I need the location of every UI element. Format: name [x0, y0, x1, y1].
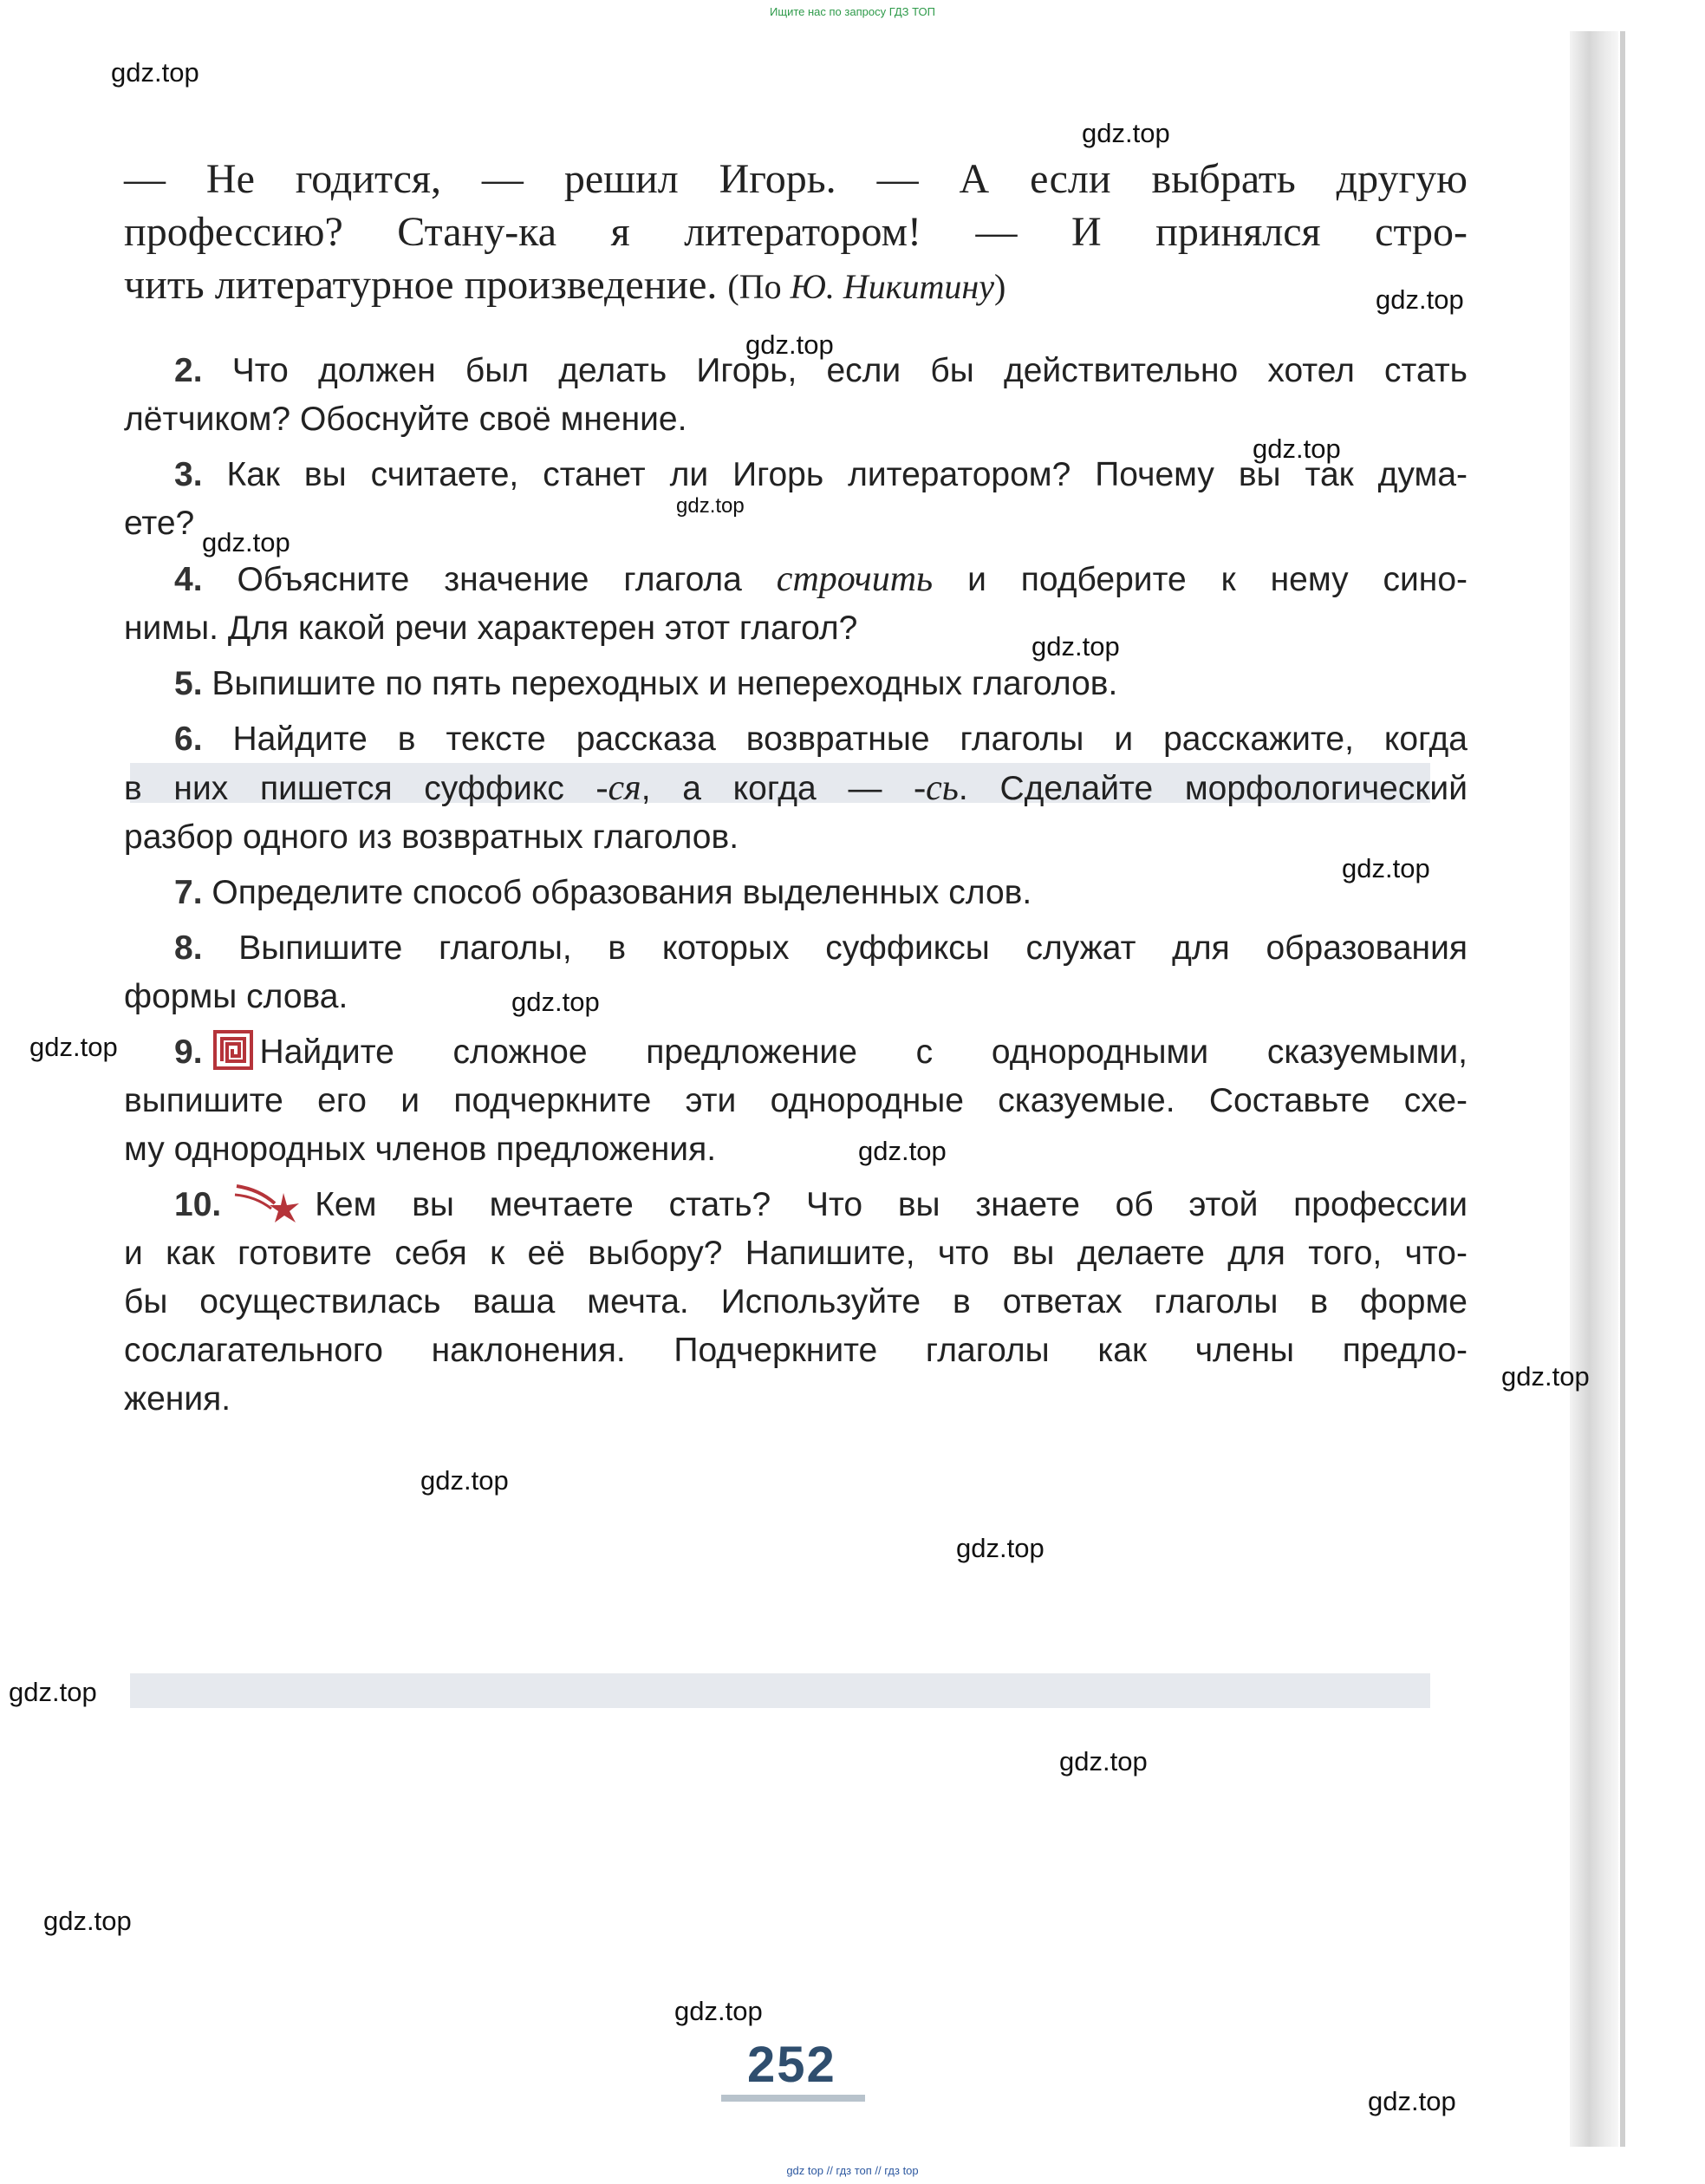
story-line: профессию? Стану-ка я литератором! — И принялся стро- [124, 209, 1467, 255]
task-number: 6. [174, 720, 203, 758]
watermark: gdz.top [858, 1136, 947, 1166]
story-excerpt [124, 153, 1467, 313]
watermark: gdz.top [1368, 2086, 1456, 2116]
task-number: 2. [174, 352, 203, 389]
task-2: 2. Что должен был делать Игорь, если бы действительно хотел стать лётчиком? Обоснуйте своё мнение. [124, 352, 1467, 438]
watermark: gdz.top [9, 1677, 97, 1707]
task-number: 8. [174, 929, 203, 967]
task-number: 10. [174, 1186, 222, 1223]
task-list [124, 347, 1467, 1431]
watermark: gdz.top [111, 57, 199, 88]
task-4: 4. Объясните значение глагола строчить и подберите к нему сино- нимы. Для какой речи характерен этот глагол? [124, 559, 1468, 647]
watermark: gdz.top [1031, 631, 1120, 662]
task-7: 7. Определите способ образования выделенных слов. [124, 869, 1467, 917]
task-9: 9. Найдите сложное предложение с однородными сказуемыми, выпишите его и подчеркните эти однородные сказуемые. Составьте схе- му однородных членов предложения. [124, 1028, 1467, 1174]
watermark: gdz.top [1342, 853, 1430, 883]
task-number: 7. [174, 874, 203, 911]
comet-star-icon [233, 1181, 303, 1224]
header-note: Ищите нас по запросу ГДЗ ТОП [770, 5, 935, 18]
story-line: — Не годится, — решил Игорь. — А если выбрать другую [124, 156, 1467, 202]
suffix: -ся [595, 768, 641, 808]
watermark: gdz.top [43, 1906, 132, 1936]
watermark: gdz.top [1253, 434, 1341, 464]
watermark: gdz.top [676, 494, 745, 518]
spiral-icon [213, 1030, 253, 1070]
page-number-underline [721, 2095, 865, 2102]
highlighted-word: строчить [776, 559, 934, 599]
footer-note: gdz top // гдз топ // гдз top [786, 2164, 919, 2177]
task-10: 10. Кем вы мечтаете стать? Что вы знаете об этой профессии и как готовите себя к её выбору? Напишите, что вы делаете для того, что- бы осуществилась ваша мечта. Используйте в ответах глаголы в форме сослагательного наклонения. Подчеркните глаголы как члены предло- жения. [124, 1181, 1467, 1424]
task-5: 5. Выпишите по пять переходных и непереходных глаголов. [124, 660, 1467, 708]
watermark: gdz.top [1376, 284, 1464, 315]
suffix: -сь [914, 768, 959, 808]
citation-author: Ю. Никитину [790, 267, 994, 306]
page-gutter-shadow [1570, 31, 1618, 2147]
task-number: 5. [174, 665, 203, 702]
story-line-last: чить литературное произведение. (По Ю. Никитину) [124, 262, 1006, 308]
watermark: gdz.top [1501, 1361, 1590, 1392]
task-3: 3. Как вы считаете, станет ли Игорь литератором? Почему вы так дума- ете? [124, 456, 1467, 542]
task-number: 9. [174, 1033, 203, 1071]
show-through-band [130, 1673, 1430, 1708]
watermark: gdz.top [674, 1996, 763, 2026]
citation: (По Ю. Никитину) [727, 267, 1006, 306]
task-8: 8. Выпишите глаголы, в которых суффиксы служат для образования формы слова. [124, 929, 1467, 1015]
watermark: gdz.top [29, 1032, 118, 1062]
task-6: 6. Найдите в тексте рассказа возвратные глаголы и расскажите, когда в них пишется суффикс -ся, а когда — -сь. Сделайте морфологический разбор одного из возвратных глаголов. [124, 720, 1467, 856]
watermark: gdz.top [511, 987, 600, 1017]
watermark: gdz.top [956, 1533, 1044, 1563]
watermark: gdz.top [745, 329, 834, 360]
watermark: gdz.top [1059, 1746, 1148, 1777]
watermark: gdz.top [420, 1465, 509, 1496]
watermark: gdz.top [202, 527, 290, 557]
page-edge [1620, 31, 1625, 2147]
task-number: 3. [174, 456, 203, 493]
page-number: 252 [747, 2037, 836, 2093]
task-number: 4. [174, 561, 203, 598]
watermark: gdz.top [1082, 118, 1170, 148]
